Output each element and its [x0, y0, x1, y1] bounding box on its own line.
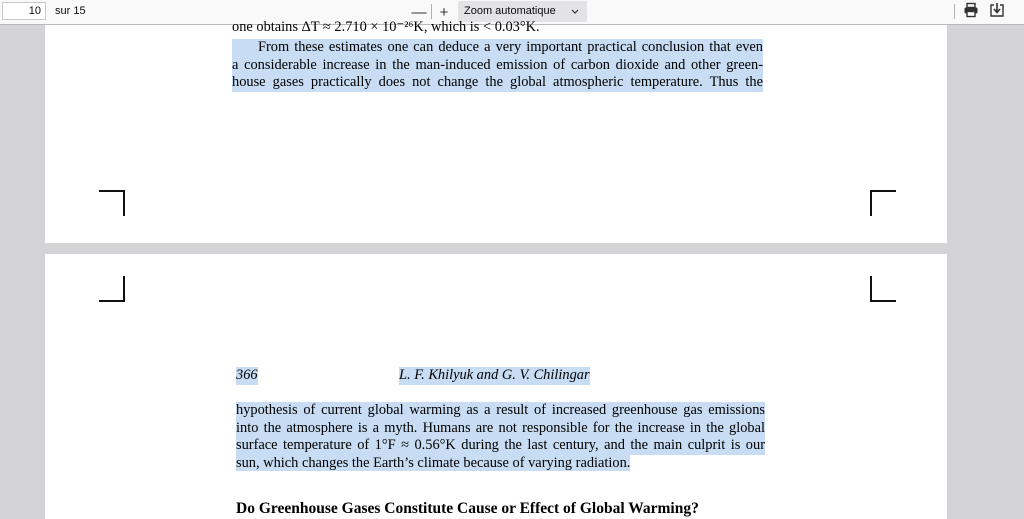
text-line: into the atmosphere is a myth. Humans are not responsible for the increase in the global	[236, 419, 765, 436]
toolbar-separator	[954, 4, 955, 19]
text-line: From these estimates one can deduce a very important practical conclusion that even	[232, 39, 763, 57]
zoom-select-value: Zoom automatique	[464, 5, 556, 17]
crop-mark-bottom-left	[99, 276, 125, 302]
page-number-header: 366	[236, 367, 258, 383]
text-line: hypothesis of current global warming as a result of increased greenhouse gas emissions	[236, 402, 765, 418]
running-header-authors: L. F. Khilyuk and G. V. Chilingar	[399, 367, 590, 383]
crop-mark-top-left	[99, 190, 125, 216]
text-line: surface temperature of 1°F ≈ 0.56°K during the last century, and the main culprit is our	[236, 437, 765, 454]
crop-mark-bottom-right	[870, 276, 896, 302]
page-count-label: sur 15	[55, 5, 86, 17]
crop-mark-top-right	[870, 190, 896, 216]
zoom-separator	[431, 4, 432, 19]
paragraph-block	[232, 39, 763, 92]
download-button[interactable]	[986, 2, 1008, 22]
page-number-input[interactable]: 10	[2, 2, 46, 20]
cut-text-line: one obtains ΔT ≈ 2.710 × 10⁻²⁶K, which is < 0.03°K.	[232, 19, 540, 35]
plus-icon: +	[439, 3, 449, 21]
pdf-page-previous	[45, 19, 947, 243]
minus-icon: —	[411, 3, 427, 21]
pdf-page-current	[45, 254, 947, 519]
paragraph-block	[236, 402, 765, 472]
print-icon	[963, 2, 979, 22]
section-heading: Do Greenhouse Gases Constitute Cause or Effect of Global Warming?	[236, 500, 699, 517]
download-icon	[989, 2, 1005, 22]
text-line: a considerable increase in the man-induced emission of carbon dioxide and other green-	[232, 56, 763, 73]
print-button[interactable]	[960, 2, 982, 22]
text-line: sun, which changes the Earth’s climate because of varying radiation.	[236, 454, 631, 471]
text-line: house gases practically does not change the global atmospheric temperature. Thus the	[232, 74, 763, 91]
